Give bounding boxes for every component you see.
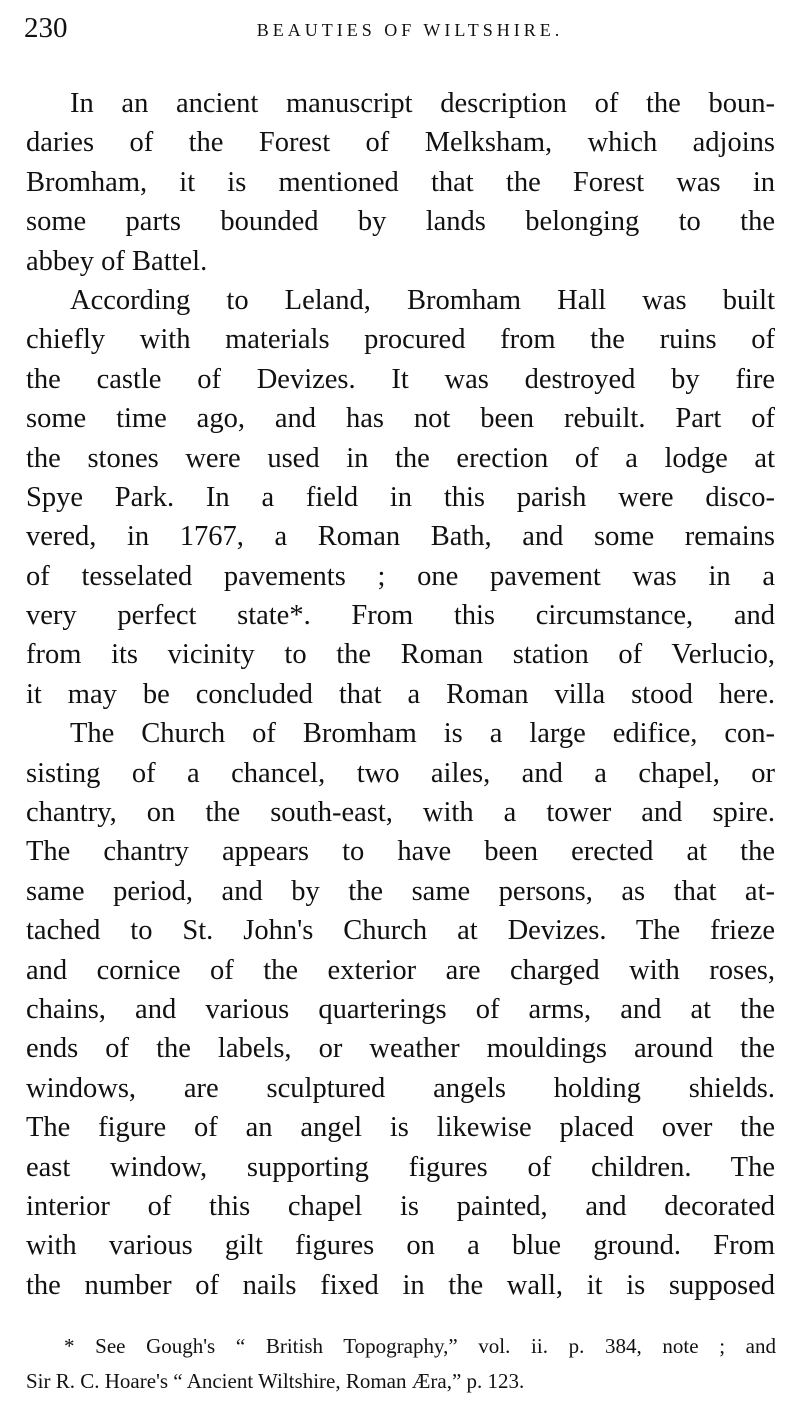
running-head: BEAUTIES OF WILTSHIRE. bbox=[256, 20, 564, 40]
text-line: windows, are sculptured angels holding shields. bbox=[26, 1072, 775, 1104]
text-line: According to Leland, Bromham Hall was built bbox=[70, 284, 775, 316]
text-line: The chantry appears to have been erected at the bbox=[26, 836, 775, 868]
text-line: Spye Park. In a field in this parish were disco- bbox=[26, 481, 775, 513]
text-line: The figure of an angel is likewise placed over the bbox=[26, 1112, 775, 1144]
text-line: Bromham, it is mentioned that the Forest was in bbox=[26, 166, 775, 198]
page-number: 230 bbox=[24, 12, 68, 44]
body-text bbox=[26, 84, 775, 1305]
text-line: chiefly with materials procured from the ruins of bbox=[26, 324, 775, 356]
text-line: sisting of a chancel, two ailes, and a chapel, or bbox=[26, 757, 775, 789]
text-line: same period, and by the same persons, as that at- bbox=[26, 875, 775, 907]
text-line: some parts bounded by lands belonging to the bbox=[26, 206, 775, 238]
text-line: and cornice of the exterior are charged with roses, bbox=[26, 954, 775, 986]
footnote-line: * See Gough's “ British Topography,” vol. ii. p. 384, note ; and bbox=[64, 1334, 776, 1358]
text-line: from its vicinity to the Roman station of Verlucio, bbox=[26, 639, 775, 671]
footnote-line: Sir R. C. Hoare's “ Ancient Wiltshire, Roman Æra,” p. 123. bbox=[26, 1369, 525, 1393]
text-line: chains, and various quarterings of arms, and at the bbox=[26, 993, 775, 1025]
text-line: some time ago, and has not been rebuilt. Part of bbox=[26, 403, 775, 435]
text-line: east window, supporting figures of children. The bbox=[26, 1151, 775, 1183]
text-line: daries of the Forest of Melksham, which adjoins bbox=[26, 127, 775, 159]
text-line: interior of this chapel is painted, and decorated bbox=[26, 1190, 775, 1222]
text-line: tached to St. John's Church at Devizes. The frieze bbox=[26, 915, 775, 947]
page-header bbox=[24, 12, 776, 52]
text-line: The Church of Bromham is a large edifice, con- bbox=[70, 718, 775, 750]
text-line: it may be concluded that a Roman villa stood here. bbox=[26, 678, 775, 710]
text-line: the number of nails fixed in the wall, it is supposed bbox=[26, 1269, 775, 1301]
text-line: In an ancient manuscript description of the boun- bbox=[70, 88, 775, 119]
text-line: the stones were used in the erection of a lodge at bbox=[26, 442, 775, 474]
text-line: of tesselated pavements ; one pavement was in a bbox=[26, 560, 775, 592]
footnotes bbox=[26, 1329, 776, 1399]
text-line: very perfect state*. From this circumstance, and bbox=[26, 600, 775, 632]
text-line: with various gilt figures on a blue ground. From bbox=[26, 1230, 775, 1262]
text-line: the castle of Devizes. It was destroyed by fire bbox=[26, 363, 775, 395]
text-line: vered, in 1767, a Roman Bath, and some remains bbox=[26, 521, 775, 553]
text-line: chantry, on the south-east, with a tower and spire. bbox=[26, 797, 775, 829]
text-line: abbey of Battel. bbox=[26, 245, 208, 277]
text-line: ends of the labels, or weather mouldings around the bbox=[26, 1033, 775, 1065]
